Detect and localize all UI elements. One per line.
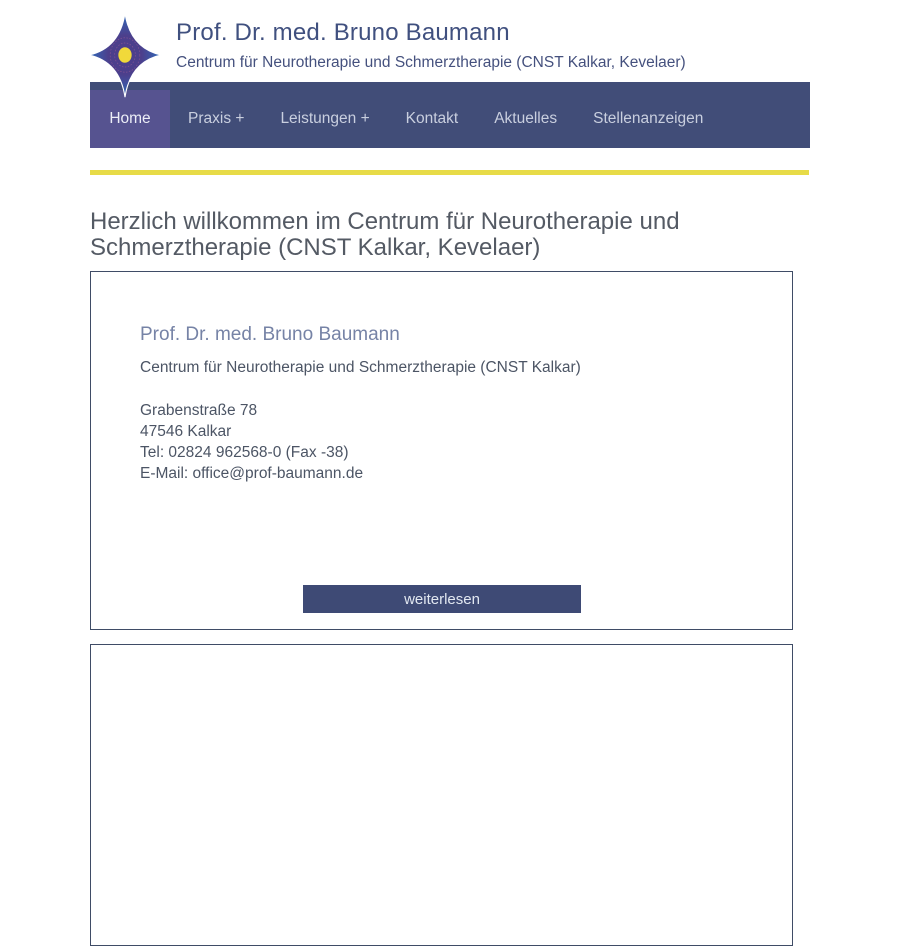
contact-card xyxy=(90,271,793,630)
yellow-divider xyxy=(90,170,809,175)
email-line[interactable]: E-Mail: office@prof-baumann.de xyxy=(140,465,364,482)
page-title-line2: Schmerztherapie (CNST Kalkar, Kevelaer) xyxy=(90,234,541,261)
main-nav xyxy=(90,82,810,148)
logo-star-icon[interactable] xyxy=(88,12,162,98)
secondary-card xyxy=(90,644,793,946)
nav-item-home[interactable]: Home xyxy=(90,90,170,148)
address-street: Grabenstraße 78 xyxy=(140,402,258,419)
nav-item-kontakt[interactable]: Kontakt xyxy=(405,110,459,127)
contact-card-subtitle: Centrum für Neurotherapie und Schmerztherapie (CNST Kalkar) xyxy=(140,359,581,376)
site-title: Prof. Dr. med. Bruno Baumann xyxy=(176,19,510,46)
phone-line: Tel: 02824 962568-0 (Fax -38) xyxy=(140,444,349,461)
contact-address xyxy=(140,400,363,484)
address-city: 47546 Kalkar xyxy=(140,423,232,440)
contact-card-title: Prof. Dr. med. Bruno Baumann xyxy=(140,324,400,345)
nav-item-aktuelles[interactable]: Aktuelles xyxy=(494,110,558,127)
nav-item-praxis[interactable]: Praxis + xyxy=(188,110,245,127)
read-more-button[interactable]: weiterlesen xyxy=(303,585,581,613)
page-title xyxy=(90,209,680,261)
page-title-line1: Herzlich willkommen im Centrum für Neurotherapie und xyxy=(90,208,680,235)
site-subtitle: Centrum für Neurotherapie und Schmerztherapie (CNST Kalkar, Kevelaer) xyxy=(176,54,686,71)
nav-item-leistungen[interactable]: Leistungen + xyxy=(280,110,370,127)
nav-item-stellenanzeigen[interactable]: Stellenanzeigen xyxy=(593,110,704,127)
